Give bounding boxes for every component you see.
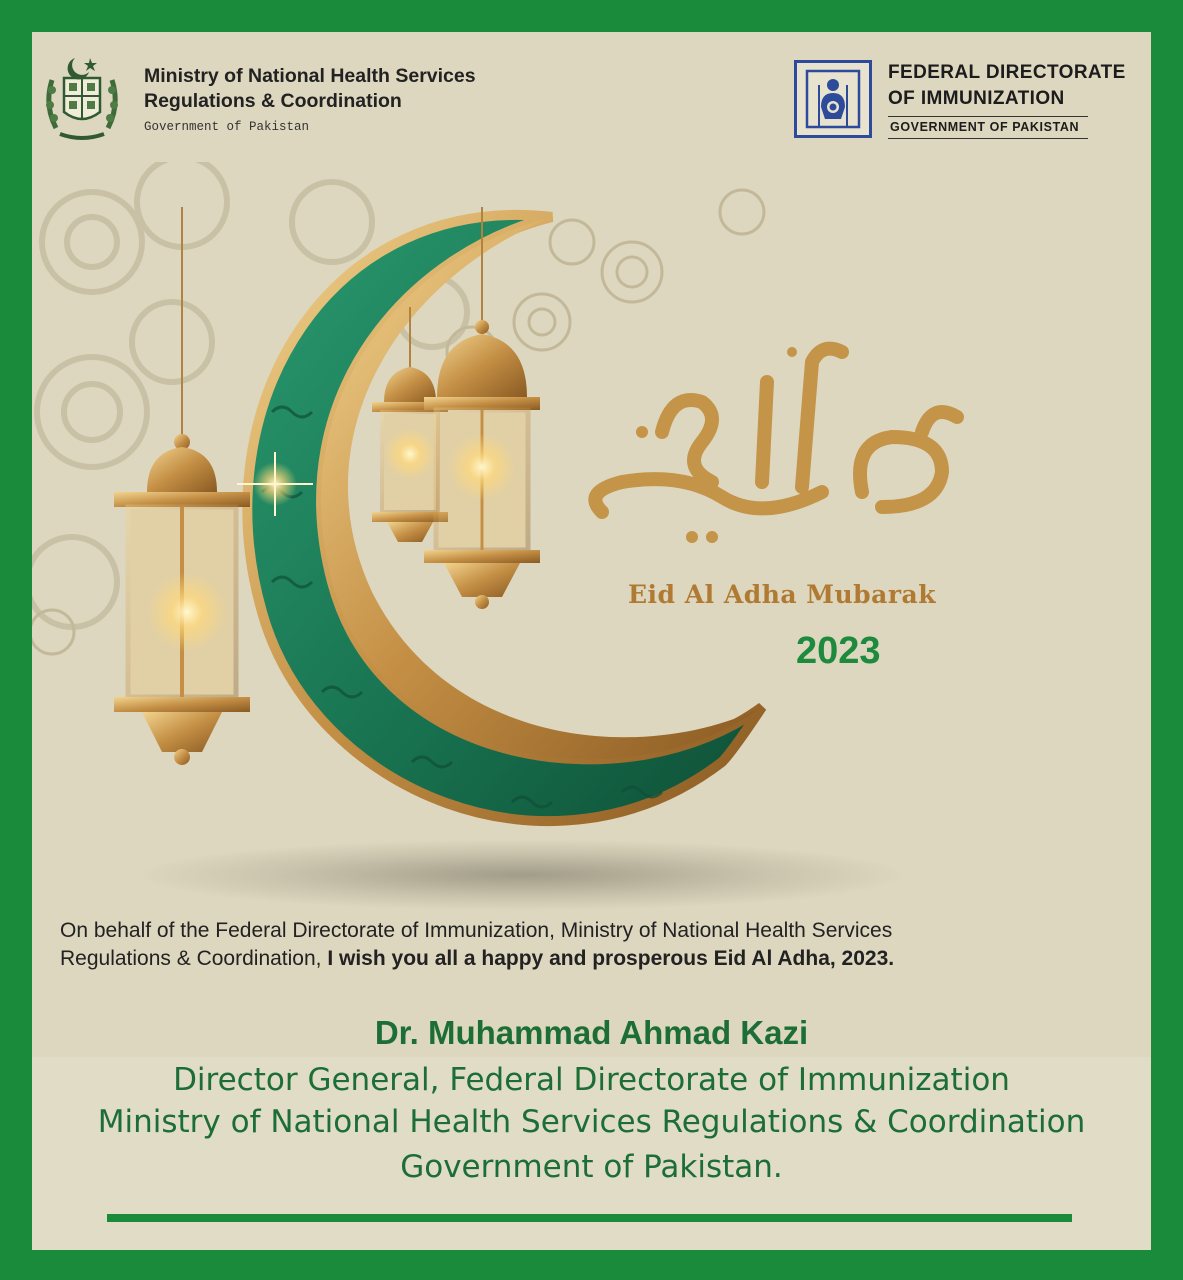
- lantern-icon: [424, 320, 540, 609]
- fdi-name-line2: OF IMMUNIZATION: [888, 88, 1065, 109]
- signatory-title: Director General, Federal Directorate of Immunization: [173, 1062, 1010, 1098]
- crescent-shadow: [142, 840, 902, 910]
- fdi-logo-icon: [794, 60, 872, 138]
- greeting-card: [32, 32, 1151, 1250]
- fdi-divider: [888, 138, 1088, 139]
- fdi-logo: [794, 60, 1144, 144]
- signatory-name: Dr. Muhammad Ahmad Kazi: [374, 1014, 809, 1051]
- eid-calligraphy-icon: [562, 322, 982, 562]
- eid-year: 2023: [796, 630, 881, 672]
- greeting-message: [60, 917, 1123, 973]
- signatory-government: Government of Pakistan.: [400, 1149, 783, 1185]
- ministry-government-label: Government of Pakistan: [144, 120, 310, 134]
- eid-greeting-title: Eid Al Adha Mubarak: [628, 580, 937, 609]
- signatory-ministry: Ministry of National Health Services Regulations & Coordination: [97, 1104, 1086, 1140]
- fdi-government-label: GOVERNMENT OF PAKISTAN: [890, 120, 1080, 134]
- pakistan-state-emblem-icon: [42, 50, 122, 145]
- message-line2-regular: Regulations & Coordination,: [60, 947, 328, 970]
- fdi-divider: [888, 116, 1088, 117]
- message-line2-bold: I wish you all a happy and prosperous Eid Al Adha, 2023.: [327, 947, 895, 970]
- message-line2: [60, 945, 1123, 973]
- ministry-logo: [42, 50, 512, 150]
- fdi-name-line1: FEDERAL DIRECTORATE: [888, 62, 1126, 83]
- ministry-name-line2: Regulations & Coordination: [144, 90, 402, 112]
- ministry-name-line1: Ministry of National Health Services: [144, 65, 476, 87]
- message-line1: On behalf of the Federal Directorate of Immunization, Ministry of National Health Services: [60, 919, 893, 942]
- lantern-icon: [114, 434, 250, 765]
- bottom-divider: [107, 1214, 1072, 1222]
